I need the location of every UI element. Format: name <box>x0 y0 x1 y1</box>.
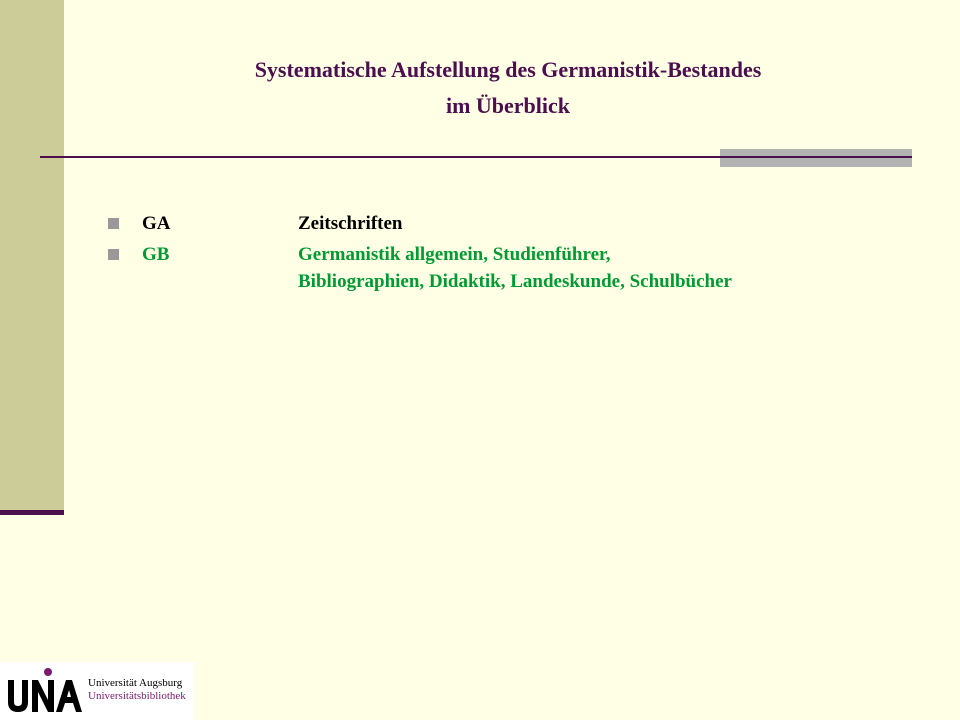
university-logo <box>0 662 194 720</box>
una-logo-icon <box>6 666 86 716</box>
item-description: Germanistik allgemein, Studienführer, Bibliographien, Didaktik, Landeskunde, Schulbücher <box>298 244 732 292</box>
title-divider <box>40 156 720 158</box>
bullet-list <box>108 210 828 299</box>
square-bullet-icon <box>108 249 119 260</box>
item-description: Zeitschriften <box>298 213 403 234</box>
list-item-ga <box>108 210 828 237</box>
square-bullet-icon <box>108 218 119 229</box>
logo-university-name: Universität Augsburg <box>88 677 183 689</box>
logo-text <box>88 677 186 703</box>
item-code: GA <box>142 213 171 234</box>
item-code: GB <box>142 244 170 265</box>
slide-title <box>100 52 916 124</box>
left-sidebar-decoration <box>0 0 64 510</box>
slide-title-line-1: Systematische Aufstellung des Germanistik-Bestandes <box>254 57 762 82</box>
title-divider-accent <box>720 149 912 167</box>
list-item-gb <box>108 241 828 295</box>
logo-library-name: Universitätsbibliothek <box>88 690 186 702</box>
sidebar-underline <box>0 510 64 515</box>
slide-title-line-2: im Überblick <box>445 93 571 118</box>
